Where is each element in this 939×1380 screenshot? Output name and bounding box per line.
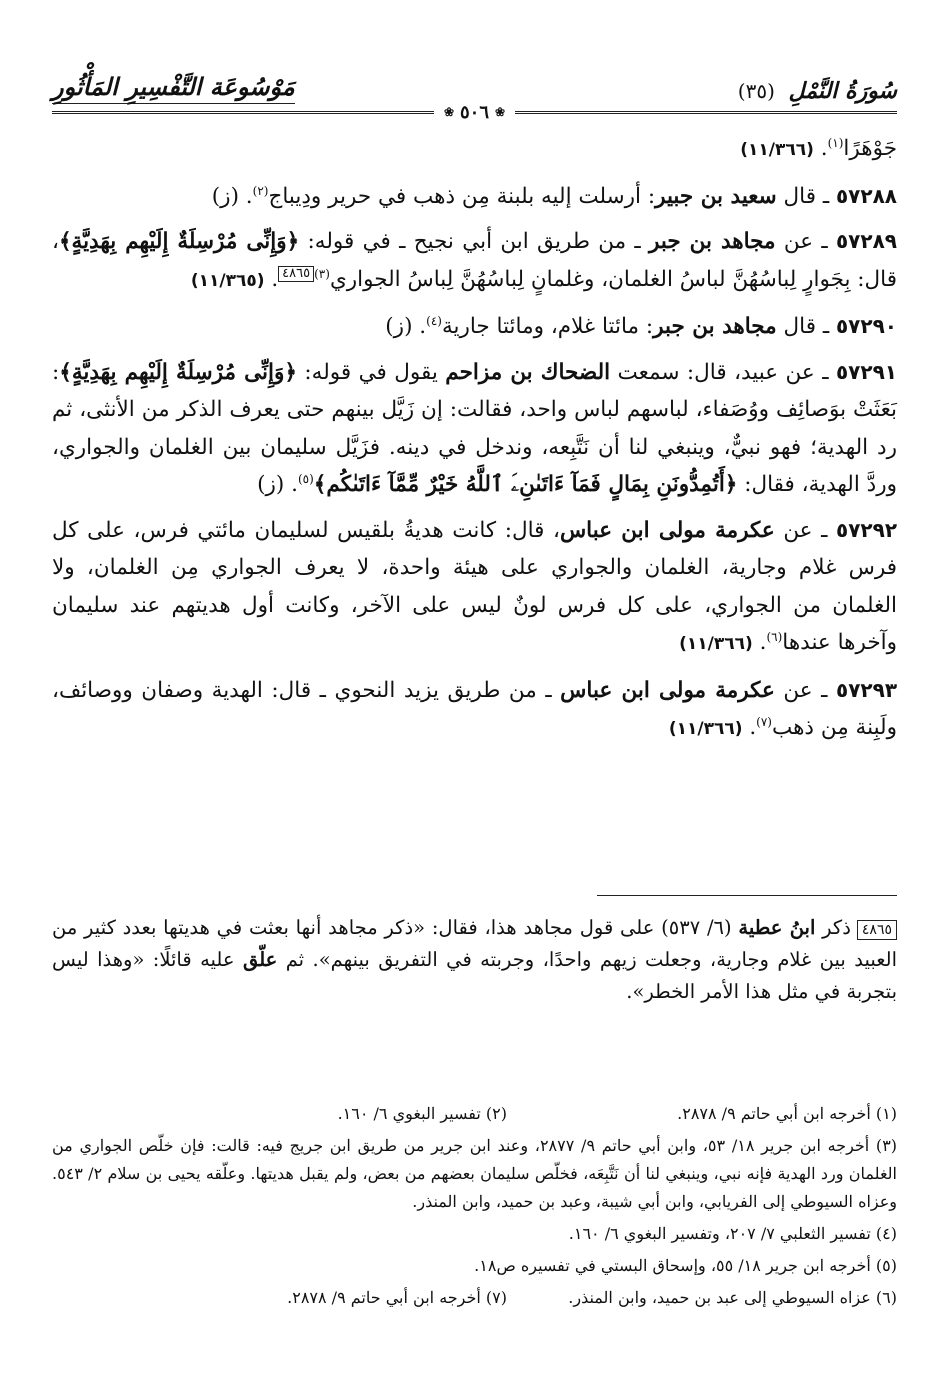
- text: قال: [776, 183, 816, 209]
- ornament-icon: ❀: [443, 105, 454, 119]
- commentary-note: [52, 912, 897, 1008]
- paragraph-continuation: [52, 130, 897, 170]
- text: ـ: [815, 183, 836, 209]
- narration-57289: [52, 223, 897, 300]
- header-rule: [52, 101, 897, 123]
- series-title: مَوْسُوعَة التَّفْسِيرِ المَأْثُورِ: [52, 72, 295, 104]
- narrator-name: مجاهد بن جبر: [649, 229, 776, 254]
- document-page: [52, 52, 897, 1342]
- footnote: (٣) أخرجه ابن جرير ١٨/ ٥٣، وابن أبي حاتم ٩/ ٢٨٧٧، وعند ابن جرير من طريق ابن جريج فيه: قالت: فإن خلّص الجواري من الغلمان ورد الهدية فإنه نبي، وينبغي لنا أن نَتَّبِعَه، فخلّص سليمان بعضهم من بعض، ولم يقبل هديتها. وعلّقه يحيى بن سلام ٢/ ٥٤٣. وعزاه السيوطي إلى الفريابي، وابن أبي شيبة، وعبد بن حميد، وابن المنذر.: [52, 1136, 898, 1211]
- surah-name: سُورَةُ النَّمْلِ: [788, 78, 897, 104]
- surah-number: (٣٥): [737, 79, 775, 103]
- text: يقول في قوله:: [296, 359, 446, 385]
- text: علّق: [242, 948, 278, 971]
- footnote-marker: (٧): [756, 714, 772, 729]
- text: . (ز): [385, 314, 427, 339]
- text: : بَعَثَتْ بوَصائِف ووُصَفاء، لباسهم لباس واحد، فقالت: إن زَيَّل بينهم حتى يعرف الذكر من الأنثى، ثم رد الهدية؛ فهو نبيٌّ، وينبغي لنا أن نَتَّبِعه، وندخل في دينه. فزَيَّل سليمان بين الغلمان والجواري، وردَّ الهدية، فقال:: [52, 359, 897, 497]
- text: عن: [774, 677, 813, 703]
- surah-heading: [738, 78, 897, 104]
- commentary-separator: [597, 895, 897, 896]
- volume-page-ref: (١١/٣٦٦): [679, 634, 753, 654]
- volume-page-ref: (١١/٣٦٦): [668, 719, 743, 739]
- text: : أرسلت إليه بلبنة مِن ذهب في حرير ودِيباج: [268, 183, 656, 209]
- running-header: [52, 62, 897, 104]
- scholar-name: ابنُ عطية: [738, 916, 816, 939]
- narration-57292: [52, 512, 897, 664]
- text: ـ: [813, 229, 836, 254]
- volume-page-ref: (١١/٣٦٦): [740, 140, 814, 160]
- narrator-name: سعيد بن جبير: [655, 183, 777, 209]
- narration-57288: [52, 178, 897, 216]
- narration-number: ٥٧٢٩٠: [835, 314, 897, 338]
- footnote: (٥) أخرجه ابن جرير ١٨/ ٥٥، وإسحاق البستي في تفسيره ص١٨.: [474, 1256, 897, 1275]
- footnote-row: [52, 1100, 897, 1128]
- text: ـ: [814, 359, 836, 385]
- double-rule-right: [515, 111, 897, 114]
- footnote-marker: (٥): [297, 471, 314, 486]
- narrator-name: مجاهد بن جبر: [653, 314, 777, 339]
- text: ، قال: كانت هديةُ بلقيس لسليمان مائتي فرس، على كل فرس غلام وجارية، الغلمان والجواري على هيئة واحدة، لا يعرف الجواري مِن الغلمان، ولا الغلمان من الجواري، على كل فرس لونٌ ليس على الآخر، وكانت أول هديتهم عند سليمان وآخرها عندها: [52, 517, 897, 655]
- commentary-marker-box: ٤٨٦٥: [857, 920, 897, 940]
- text: ـ: [815, 314, 836, 339]
- text: ـ: [812, 517, 836, 543]
- narration-57293: [52, 672, 897, 749]
- text: عن: [775, 229, 814, 254]
- narration-number: ٥٧٢٩٢: [835, 517, 898, 542]
- double-rule-left: [52, 111, 434, 114]
- text: عليه قائلًا: «وهذا ليس بتجربة في مثل هذا الأمر الخطر».: [52, 948, 897, 1003]
- text: ، قال: بِجَوارٍ لِباسُهُنَّ لباسُ الغلمان، وغلمانٍ لِباسُهُنَّ لِباسُ الجواري: [52, 229, 897, 292]
- narration-number: ٥٧٢٨٨: [835, 183, 897, 208]
- text: .: [742, 715, 757, 740]
- page-number: ٥٠٦: [460, 101, 490, 123]
- narration-57291: [52, 354, 897, 504]
- text: عن: [774, 517, 813, 543]
- volume-page-ref: (١١/٣٦٥): [190, 270, 265, 291]
- text: جَوْهَرًا: [843, 136, 897, 161]
- footnote: (٧) أخرجه ابن أبي حاتم ٩/ ٢٨٧٨.: [287, 1288, 507, 1307]
- narrator-name: عكرمة مولى ابن عباس: [559, 517, 775, 543]
- text: . (ز): [211, 183, 253, 209]
- narrator-name: الضحاك بن مزاحم: [445, 359, 611, 385]
- narration-57290: [52, 308, 897, 346]
- footnote-separator: [52, 1089, 897, 1090]
- text: : مائتا غلام، ومائتا جارية: [441, 314, 654, 339]
- footnote-marker: (٦): [766, 629, 783, 644]
- narrator-name: عكرمة مولى ابن عباس: [560, 677, 775, 703]
- footnotes: [52, 1100, 897, 1316]
- narration-number: ٥٧٢٩٣: [835, 677, 898, 702]
- page-number-block: [434, 102, 515, 123]
- text: . (ز): [257, 472, 298, 497]
- footnote-marker: (٤): [426, 313, 442, 328]
- quran-verse: ﴿وَإِنِّى مُرْسِلَةٌ إِلَيْهِم بِهَدِيَّةٍ﴾: [59, 359, 297, 385]
- text: .: [813, 136, 828, 161]
- footnote: (١) أخرجه ابن أبي حاتم ٩/ ٢٨٧٨.: [677, 1104, 897, 1123]
- text: عن عبيد، قال: سمعت: [610, 359, 815, 385]
- text: ـ من طريق يزيد النحوي ـ قال: الهدية وصفان ووصائف، ولَبِنة مِن ذهب: [52, 677, 897, 740]
- footnote: (٦) عزاه السيوطي إلى عبد بن حميد، وابن المنذر.: [568, 1288, 897, 1307]
- footnote-marker: (٣): [314, 266, 330, 281]
- text: ـ: [812, 677, 836, 703]
- main-text: [52, 130, 897, 757]
- footnote: (٤) تفسير الثعلبي ٧/ ٢٠٧، وتفسير البغوي ٦/ ١٦٠.: [568, 1224, 897, 1243]
- footnote-marker: (٢): [252, 183, 269, 198]
- narration-number: ٥٧٢٨٩: [835, 229, 898, 253]
- text: قال: [776, 314, 816, 339]
- footnote: (٢) تفسير البغوي ٦/ ١٦٠.: [337, 1104, 507, 1123]
- narration-number: ٥٧٢٩١: [835, 359, 897, 384]
- footnote-marker: (١): [827, 135, 844, 150]
- text: (٦/ ٥٣٧) على قول مجاهد هذا، فقال: «ذكر مجاهد أنها بعثت في هديتها بعدد كثير من العبيد بين غلام وجارية، وجعلت زيهم واحدًا، وجربته في التفريق بينهم». ثم: [52, 916, 897, 971]
- footnote-row: [52, 1284, 897, 1312]
- text: ذكر: [815, 916, 851, 939]
- text: .: [752, 630, 767, 655]
- text: .: [264, 266, 279, 292]
- text: ـ من طريق ابن أبي نجيح ـ في قوله:: [299, 229, 650, 254]
- commentary-marker-box: ٤٨٦٥: [278, 266, 314, 282]
- ornament-icon: ❀: [495, 105, 506, 119]
- quran-verse: ﴿أَتُمِدُّونَنِ بِمَالٍ فَمَآ ءَاتَىٰنِۦَ ٱللَّهُ خَيْرٌ مِّمَّآ ءَاتَىٰكُم﴾: [313, 472, 738, 497]
- quran-verse: ﴿وَإِنِّى مُرْسِلَةٌ إِلَيْهِم بِهَدِيَّةٍ﴾: [58, 229, 300, 254]
